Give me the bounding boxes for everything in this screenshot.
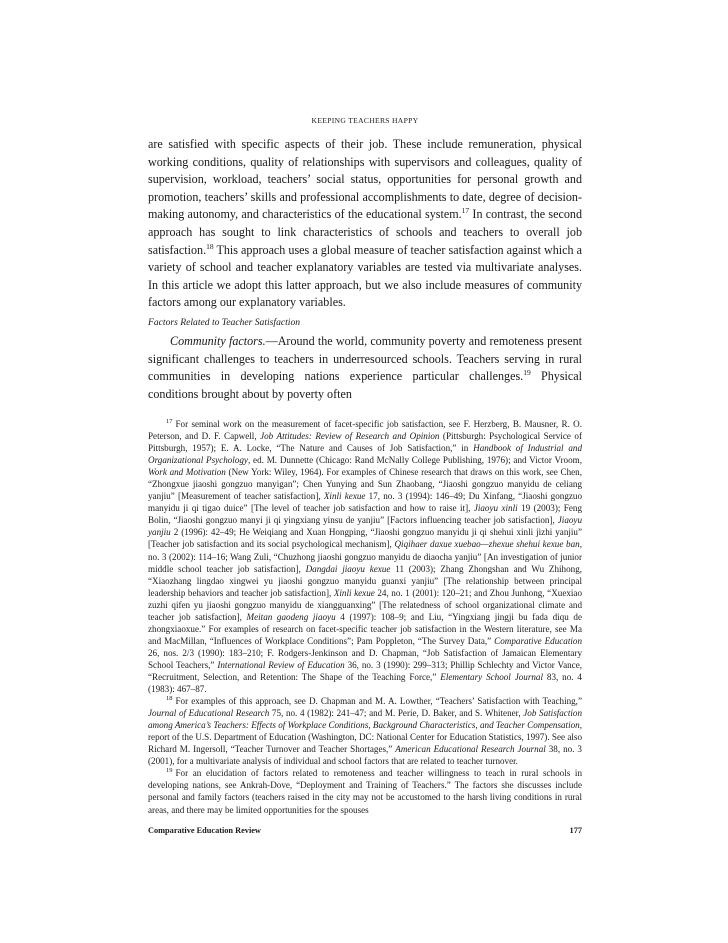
footnotes bbox=[148, 418, 582, 816]
footnote-text: 24, no. 1 (2001): 120–21; and Zhou Junhong, “Xuexiao zuzhi qifen yu jiaoshi gongzuo manyidu de xiangguanxing” [The relatedness of school organizational climate and teacher job satisfaction], bbox=[148, 587, 583, 622]
footnote-17 bbox=[148, 418, 582, 695]
citation-title: Comparative Education bbox=[494, 635, 583, 646]
page-number: 177 bbox=[569, 826, 582, 835]
footnote-text: 4 (1997): 108–9; and Liu, “Yingxiang jingji bu fada diqu de zhongxiaoxue.” For examples of research on facet-specific teacher job satisfaction in the Western literature, see Ma and MacMillan, “Influences of Workplace Conditions”; Pam Poppleton, “The Survey Data,” bbox=[148, 611, 582, 646]
body-text bbox=[148, 136, 582, 403]
paragraph-lead: Community factors. bbox=[170, 333, 266, 348]
footnote-number: 19 bbox=[166, 767, 173, 775]
footnote-text: (New York: Wiley, 1964). For examples of Chinese research that draws on this work, see Chen, “Zhongxue jiaoshi gongzuo manyigan”; Chen Yunying and Sun Zhaobang, “Jiaoshi gongzuo manyidu de celiang yanjiu” [Measurement of teacher satisfaction], bbox=[148, 467, 582, 502]
journal-name: Comparative Education Review bbox=[148, 826, 261, 835]
body-text-segment: are satisfied with specific aspects of their job. These include remuneration, physical working conditions, quality of relationships with supervisors and colleagues, quality of supervision, workload, teachers’ social status, opportunities for personal growth and promotion, teachers’ skills and professional accomplishments to date, degree of decision-making autonomy, and characteristics of the educational system. bbox=[148, 137, 582, 222]
citation-title: Job Satisfaction among America’s Teachers: Effects of Workplace Conditions, Background Characteristics, and Teacher Compensation bbox=[148, 708, 582, 731]
footnote-text: 36, no. 3 (1990): 299–313; Phillip Schlechty and Victor Vance, “Recruitment, Selection, and Retention: The Shape of the Teaching Force,” bbox=[148, 659, 582, 682]
citation-title: Journal of Educational Research bbox=[148, 708, 270, 719]
citation-title: Meitan gaodeng jiaoyu bbox=[246, 611, 336, 622]
body-text-segment: In contrast, the second approach has sought to link characteristics of schools and teachers to overall job satisfaction. bbox=[148, 207, 582, 257]
citation-title: Jiaoyu yanjiu bbox=[148, 515, 582, 538]
body-text-segment: —Around the world, community poverty and remoteness present significant challenges to teachers in underresourced schools. Teachers serving in rural communities in developing nations experience particular challenges. bbox=[148, 333, 583, 384]
footnote-text: For seminal work on the measurement of facet-specific job satisfaction, see F. Herzberg, B. Mausner, R. O. Peterson, and D. F. Capwell, bbox=[148, 419, 582, 442]
body-paragraph-2 bbox=[148, 333, 582, 403]
body-text-segment: Physical conditions brought about by poverty often bbox=[148, 369, 582, 401]
footnote-text: , no. 3 (2002): 114–16; Wang Zuli, “Chuzhong jiaoshi gongzuo manyidu de diaocha yanjiu” [An investigation of junior middle school teacher job satisfaction], bbox=[148, 539, 582, 574]
footnote-text: 38, no. 3 (2001), for a multivariate analysis of individual and school factors that are related to teacher turnover. bbox=[148, 744, 582, 767]
footnote-18 bbox=[148, 695, 582, 767]
citation-title: American Educational Research Journal bbox=[395, 744, 546, 755]
footnote-number: 18 bbox=[166, 695, 173, 703]
body-text-segment: This approach uses a global measure of teacher satisfaction against which a variety of school and teacher explanatory variables are tested via multivariate analyses. In this article we adopt this latter approach, but we also include measures of community factors among our explanatory variables. bbox=[148, 242, 582, 310]
running-head: KEEPING TEACHERS HAPPY bbox=[311, 116, 419, 125]
footnote-text: 26, nos. 2/3 (1990): 183–210; F. Rodgers-Jenkinson and D. Chapman, “Job Satisfaction of Jamaican Elementary School Teachers,” bbox=[148, 647, 582, 670]
footnote-text: 11 (2003); Zhang Zhongshan and Wu Zhihong, “Xiaozhang lingdao xingwei yu jiaoshi gongzuo manyidu guanxi yanjiu” [The relationship between principal leadership behaviors and teacher job satisfaction], bbox=[148, 563, 583, 598]
footnote-text: (Pittsburgh: Psychological Service of Pittsburgh, 1957); E. A. Locke, “The Nature and Causes of Job Satisfaction,” in bbox=[148, 431, 582, 454]
body-paragraph-1 bbox=[148, 136, 582, 312]
footnote-number: 17 bbox=[166, 417, 173, 425]
section-heading: Factors Related to Teacher Satisfaction bbox=[148, 316, 301, 328]
footnote-text: 75, no. 4 (1982): 241–47; and M. Perie, D. Baker, and S. Whitener, bbox=[269, 708, 524, 719]
citation-title: Dangdai jiaoyu kexue bbox=[305, 563, 391, 574]
citation-title: Elementary School Journal bbox=[440, 671, 544, 682]
footnote-ref-18[interactable]: 18 bbox=[206, 241, 214, 251]
citation-title: Xinli kexue bbox=[333, 587, 375, 598]
footnote-text: 2 (1996): 42–49; He Weiqiang and Xuan Hongping, “Jiaoshi gongzuo manyidu ji qi shehui xinli jizhi yanjiu” [Teacher job satisfaction and its social psychological mechanism], bbox=[148, 527, 582, 550]
footnote-ref-17[interactable]: 17 bbox=[461, 206, 470, 216]
footnote-text: , report of the U.S. Department of Education (Washington, DC: National Center for Education Statistics, 1997). See also Richard M. Ingersoll, “Teacher Turnover and Teacher Shortages,” bbox=[148, 720, 582, 755]
footnote-text: For an elucidation of factors related to remoteness and teacher willingness to teach in rural schools in developing nations, see Ankrah-Dove, “Deployment and Training of Teachers.” The factors she discusses include personal and family factors (teachers raised in the city may not be accustomed to the harsh living conditions in rural areas, and there may be limited opportunities for the spouses bbox=[148, 768, 582, 815]
citation-title: Xinli kexue bbox=[323, 491, 366, 502]
citation-title: Job Attitudes: Review of Research and Opinion bbox=[260, 431, 440, 442]
footnote-text: 19 (2003); Feng Bolin, “Jiaoshi gongzuo manyi ji qi yingxiang yinsu de yanjiu” [Factors influencing teacher job satisfaction], bbox=[148, 503, 582, 526]
footnote-19 bbox=[148, 767, 582, 815]
footnote-text: , ed. M. Dunnette (Chicago: Rand McNally College Publishing, 1976); and Victor Vroom, bbox=[247, 455, 583, 466]
citation-title: Handbook of Industrial and Organizational Psychology bbox=[148, 443, 582, 466]
footnote-text: For examples of this approach, see D. Chapman and M. A. Lowther, “Teachers’ Satisfaction with Teaching,” bbox=[175, 696, 582, 707]
footnote-text: 17, no. 3 (1994): 146–49; Du Xinfang, “Jiaoshi gongzuo manyidu ji qi tigao duice” [The level of teacher job satisfaction and how to raise it], bbox=[148, 491, 582, 514]
citation-title: Work and Motivation bbox=[148, 467, 226, 478]
footnote-ref-19[interactable]: 19 bbox=[523, 368, 531, 378]
citation-title: International Review of Education bbox=[217, 659, 345, 670]
citation-title: Qiqihaer daxue xuebao—zhexue shehui kexue ban bbox=[394, 539, 580, 550]
footnote-text: 83, no. 4 (1983): 467–87. bbox=[148, 671, 582, 695]
citation-title: Jiaoyu xinli bbox=[473, 503, 518, 514]
